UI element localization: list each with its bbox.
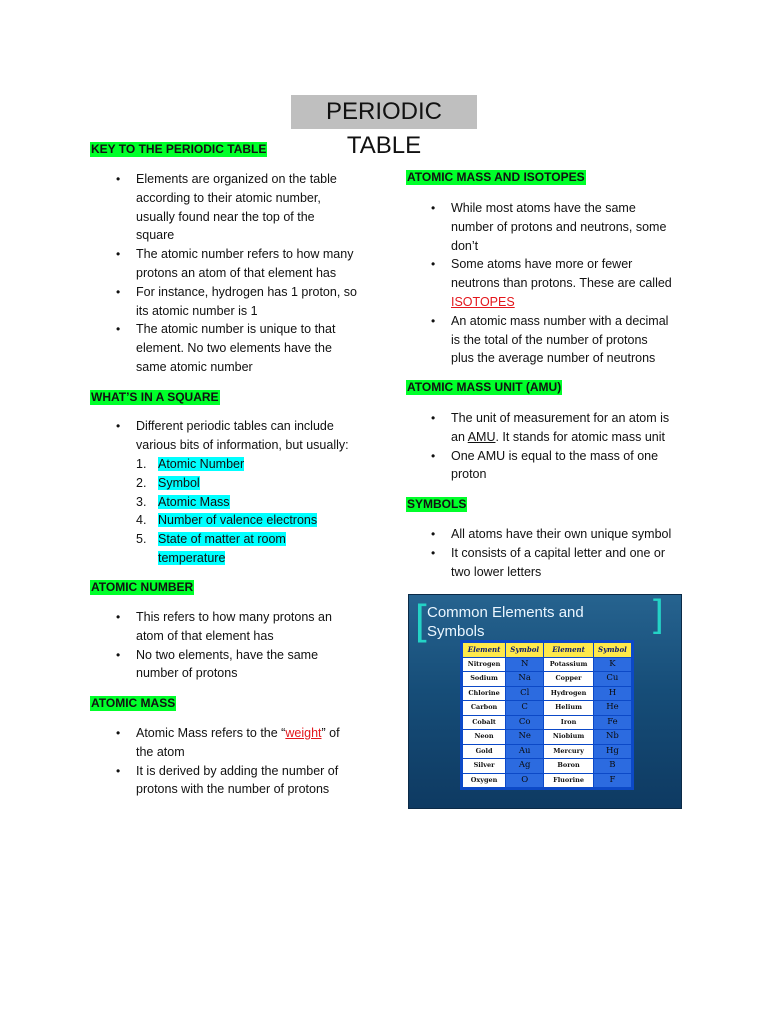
isotopes-word: ISOTOPES [451,294,515,309]
table-row [463,716,631,730]
list-item: • While most atoms have the same number of protons and neutrons, some don’t [431,201,667,253]
left-bracket-icon: [ [415,596,427,643]
amu-heading: ATOMIC MASS UNIT (AMU) [407,380,562,394]
element-symbol-cell: H [594,687,631,701]
list-item: 2. Symbol [136,475,200,490]
element-name-cell: Gold [463,745,505,759]
key-list [116,170,386,377]
atomic-mass-list [116,724,386,799]
element-symbol-cell: Co [506,716,543,730]
element-symbol-cell: Ne [506,730,543,744]
element-symbol-cell: C [506,701,543,715]
element-name-cell: Helium [544,701,593,715]
table-row [463,774,631,788]
square-list [116,417,386,455]
element-name-cell: Potassium [544,658,593,672]
element-symbol-cell: He [594,701,631,715]
table-row [463,759,631,773]
symbols-heading: SYMBOLS [407,497,467,511]
element-name-cell: Chlorine [463,687,505,701]
table-row [463,687,631,701]
element-symbol-cell: Cl [506,687,543,701]
atomic-number-list [116,608,386,683]
list-item: • It consists of a capital letter and one or two lower letters [431,545,666,579]
element-name-cell: Nitrogen [463,658,505,672]
table-row [463,658,631,672]
list-item: 5. State of matter at room temperature [136,532,286,565]
list-item: • This refers to how many protons an atom of that element has [116,610,332,643]
amu-list [431,409,701,484]
element-symbol-cell: Fe [594,716,631,730]
list-item: • Elements are organized on the table according to their atomic number, usually found near the top of the square [116,172,337,243]
element-symbol-cell: F [594,774,631,788]
table-row [463,672,631,686]
list-item: 4. Number of valence electrons [136,513,318,528]
element-symbol-cell: B [594,759,631,773]
list-item: • Different periodic tables can include various bits of information, but usually: [116,419,349,452]
weight-word: weight [285,726,322,740]
amu-word: AMU [467,429,496,444]
element-name-cell: Neon [463,730,505,744]
square-heading: WHAT’S IN A SQUARE [91,390,219,404]
table-row [463,701,631,715]
atomic-number-heading: ATOMIC NUMBER [91,580,194,594]
isotopes-heading: ATOMIC MASS AND ISOTOPES [407,170,585,184]
element-symbol-cell: O [506,774,543,788]
table-header: Symbol [506,643,543,657]
list-item: 3. Atomic Mass [136,494,230,509]
list-item: • The atomic number refers to how many protons an atom of that element has [116,247,354,280]
table-row [463,745,631,759]
list-item: • Some atoms have more or fewer neutrons than protons. These are called ISOTOPES [431,257,672,309]
page-title: PERIODIC TABLE [291,95,477,129]
element-symbol-cell: Ag [506,759,543,773]
image-title: Common Elements and Symbols [427,604,584,640]
element-symbol-cell: Cu [594,672,631,686]
list-item: • One AMU is equal to the mass of one proton [431,448,659,482]
element-name-cell: Carbon [463,701,505,715]
elements-table [460,640,634,790]
table-header-row [463,643,631,657]
isotopes-list [431,199,701,368]
element-symbol-cell: K [594,658,631,672]
table-header: Element [463,643,505,657]
table-header: Symbol [594,643,631,657]
element-symbol-cell: Au [506,745,543,759]
element-name-cell: Copper [544,672,593,686]
element-name-cell: Oxygen [463,774,505,788]
right-bracket-icon: ] [653,594,664,635]
table-header: Element [544,643,593,657]
element-symbol-cell: Hg [594,745,631,759]
list-item: • All atoms have their own unique symbol [431,527,672,541]
element-symbol-cell: Nb [594,730,631,744]
list-item: 1. Atomic Number [136,457,245,471]
element-name-cell: Silver [463,759,505,773]
element-name-cell: Niobium [544,730,593,744]
symbols-list [431,525,701,581]
table-row [463,730,631,744]
list-item: • The unit of measurement for an atom is an AMU. It stands for atomic mass unit [431,411,670,444]
square-numbered-list [136,455,388,568]
list-item: • For instance, hydrogen has 1 proton, so its atomic number is 1 [116,284,357,318]
element-name-cell: Hydrogen [544,687,593,701]
element-name-cell: Cobalt [463,716,505,730]
element-symbol-cell: Na [506,672,543,686]
element-name-cell: Iron [544,716,593,730]
list-item: • An atomic mass number with a decimal is the total of the number of protons plus the average number of neutrons [431,313,669,366]
element-name-cell: Boron [544,759,593,773]
element-name-cell: Fluorine [544,774,593,788]
list-item: • Atomic Mass refers to the “weight” of the atom [116,726,340,759]
atomic-mass-heading: ATOMIC MASS [91,696,176,710]
element-name-cell: Sodium [463,672,505,686]
list-item: • It is derived by adding the number of protons with the number of protons [116,763,339,797]
element-symbol-cell: N [506,658,543,672]
list-item: • The atomic number is unique to that element. No two elements have the same atomic number [116,322,336,374]
list-item: • No two elements, have the same number of protons [116,647,319,681]
element-name-cell: Mercury [544,745,593,759]
key-heading: KEY TO THE PERIODIC TABLE [91,142,267,156]
